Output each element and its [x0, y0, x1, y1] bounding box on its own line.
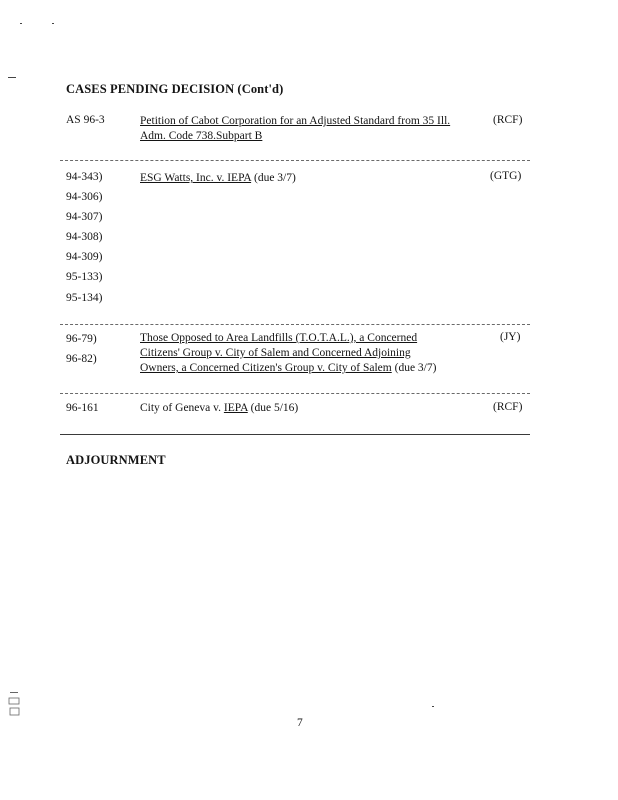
docket-number: AS 96-3 [66, 114, 105, 126]
case-title: Petition of Cabot Corporation for an Adjusted Standard from 35 Ill. Adm. Code 738.Subpart B [140, 115, 451, 142]
scan-speck [432, 706, 434, 707]
adjournment-heading: ADJOURNMENT [66, 453, 166, 467]
divider [60, 160, 530, 161]
docket-number: 94-343) [66, 171, 103, 183]
docket-number: 94-307) [66, 211, 103, 223]
case-description [140, 401, 470, 416]
docket-number: 95-133) [66, 271, 103, 283]
bates-stamp [8, 690, 22, 720]
due-date: (due 3/7) [251, 172, 296, 184]
divider [60, 393, 530, 394]
docket-number: 94-308) [66, 231, 103, 243]
docket-number: 95-134) [66, 292, 103, 304]
case-description [140, 331, 450, 376]
page-number: 7 [297, 717, 303, 729]
assigned-initials: (JY) [500, 331, 521, 343]
case-title: IEPA [223, 402, 248, 414]
docket-number: 94-309) [66, 251, 103, 263]
divider [60, 434, 530, 435]
case-title: ESG Watts, Inc. v. IEPA [140, 172, 252, 184]
scan-speck [20, 23, 22, 24]
section-heading: CASES PENDING DECISION (Cont'd) [66, 82, 284, 96]
case-description [140, 114, 460, 144]
docket-number: 96-79) [66, 333, 97, 345]
assigned-initials: (RCF) [493, 114, 523, 126]
case-description [140, 171, 470, 186]
scan-speck [8, 77, 16, 78]
case-title: Those Opposed to Area Landfills (T.O.T.A.L.), a Concerned Citizens' Group v. City of Salem and Concerned Adjoining Owners, a Concerned Citizen's Group v. City of Salem [140, 332, 418, 374]
divider [60, 324, 530, 325]
assigned-initials: (GTG) [490, 170, 522, 182]
due-date: (due 5/16) [247, 402, 299, 414]
scan-speck [52, 23, 54, 24]
assigned-initials: (RCF) [493, 401, 523, 413]
due-date: (due 3/7) [391, 362, 437, 374]
docket-number: 94-306) [66, 191, 103, 203]
case-title-prefix: City of Geneva v. [140, 402, 224, 414]
docket-number: 96-161 [66, 402, 99, 414]
docket-number: 96-82) [66, 353, 97, 365]
